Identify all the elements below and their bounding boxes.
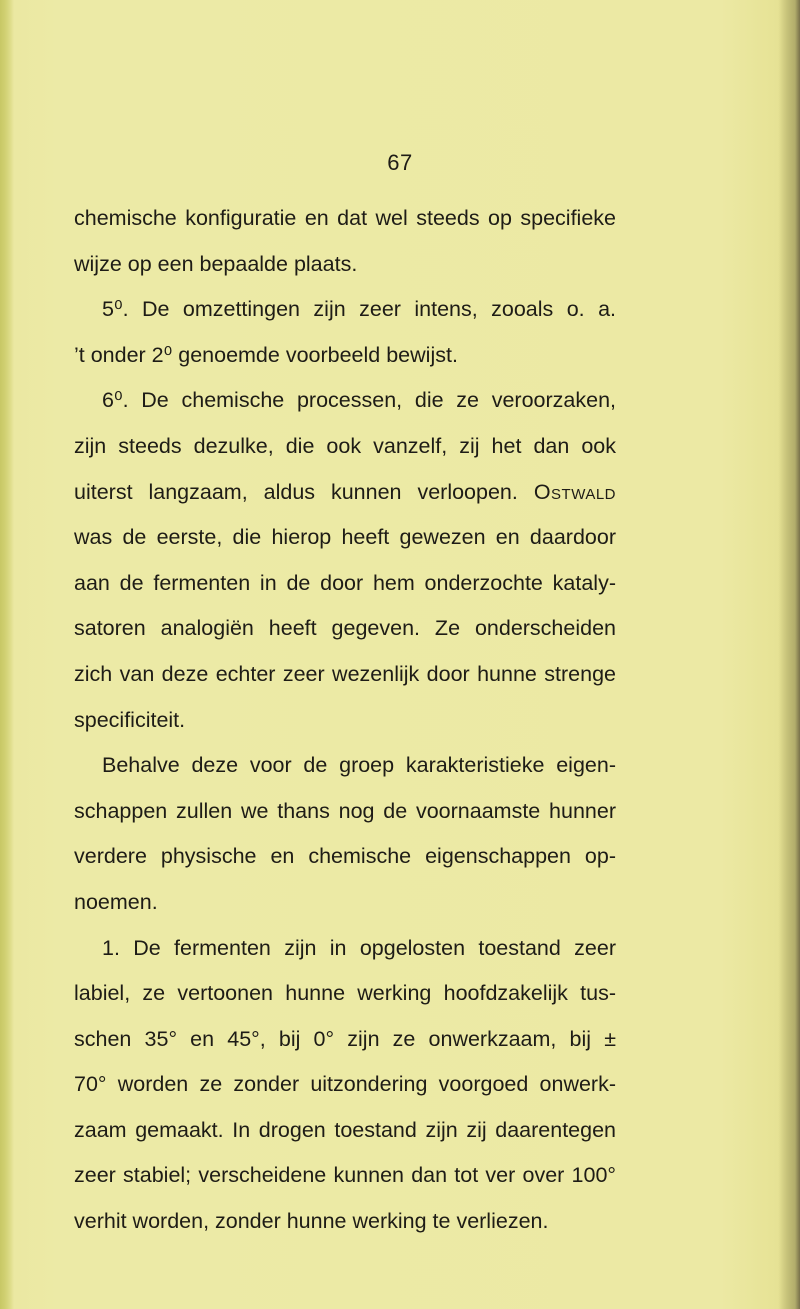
page-number: 67 [387,150,413,175]
text-line: 1. De fermenten zijn in opgelosten toestand zeer [102,935,616,960]
text-line: chemische konfiguratie en dat wel steeds op specifieke [74,206,616,230]
text-line: verdere physische en chemische eigenschappen op- [74,844,616,869]
text-line: aan de fermenten in de door hem onderzochte kataly- [74,570,616,595]
text-line: verhit worden, zonder hunne werking te verliezen. [74,1209,549,1234]
text-line: wijze op een bepaalde plaats. [74,251,358,276]
text-line: 6⁰. De chemische processen, die ze veroorzaken, [102,388,616,413]
text-line: schappen zullen we thans nog de voornaamste hunner [74,798,616,823]
text-line: noemen. [74,889,158,914]
text-line: schen 35° en 45°, bij 0° zijn ze onwerkzaam, bij ± [74,1026,616,1051]
body-text [74,196,616,1245]
text-line: 5⁰. De omzettingen zijn zeer intens, zooals o. a. [102,297,616,322]
text-line-main: uiterst langzaam, aldus kunnen verloopen. [74,479,518,504]
text-line: labiel, ze vertoonen hunne werking hoofdzakelijk tus- [74,981,616,1006]
text-line: ’t onder 2⁰ genoemde voorbeeld bewijst. [74,342,458,367]
text-line: specificiteit. [74,707,186,732]
text-line: zaam gemaakt. In drogen toestand zijn zij daarentegen [74,1117,616,1142]
text-line: zich van deze echter zeer wezenlijk door hunne strenge [74,661,616,686]
text-line: satoren analogiën heeft gegeven. Ze onderscheiden [74,616,616,641]
text-line: zijn steeds dezulke, die ook vanzelf, zij het dan ook [74,433,616,458]
text-line: Behalve deze voor de groep karakteristieke eigen- [102,753,616,778]
page-left-edge [0,0,14,1309]
text-line: zeer stabiel; verscheidene kunnen dan tot ver over 100° [74,1163,616,1188]
page-right-edge [778,0,800,1309]
text-line: was de eerste, die hierop heeft gewezen en daardoor [74,525,616,550]
author-name-ostwald: Ostwald [533,479,616,504]
text-line: 70° worden ze zonder uitzondering voorgoed onwerk- [74,1072,616,1097]
text-line [74,470,616,516]
